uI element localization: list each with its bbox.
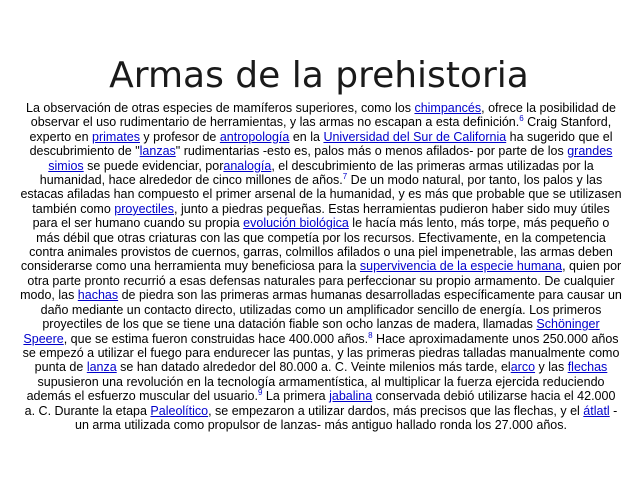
text-run: , se empezaron a utilizar dardos, más precisos que las flechas, y el [208, 403, 584, 418]
text-run: , ofrece la posibilidad de observar el uso rudimentario de herramientas, y las armas no escapan a esta definición. [30, 101, 616, 130]
text-run: Craig Stanford, experto en [29, 115, 612, 144]
text-run: y las [535, 360, 568, 375]
footnote-reference[interactable]: 6 [519, 114, 524, 124]
hyperlink[interactable]: proyectiles [114, 201, 175, 216]
hyperlink[interactable]: Schöninger Speere [23, 317, 600, 346]
hyperlink[interactable]: Universidad del Sur de California [323, 129, 507, 144]
hyperlink[interactable]: lanza [86, 360, 117, 375]
hyperlink[interactable]: analogía [223, 158, 272, 173]
text-run: La primera [262, 389, 330, 404]
text-run: Hace aproximadamente unos 250.000 años se empezó a utilizar el fuego para endurecer las puntas, y las primeras piedras talladas manualmente como punta de [22, 331, 620, 375]
text-run: se puede evidenciar, por [83, 158, 224, 173]
text-run: conservada debió utilizarse hacia el 42.000 a. C. Durante la etapa [24, 389, 616, 418]
text-run: , el descubrimiento de las primeras armas utilizadas por la humanidad, hace alrededor de cinco millones de años. [39, 158, 594, 188]
hyperlink[interactable]: supervivencia de la especie humana [359, 259, 563, 274]
hyperlink[interactable]: grandes simios [48, 144, 613, 173]
text-run: le hacía más lento, más torpe, más pequeño o más débil que otras criaturas con las que competía por los recursos. Efectivamente, en la competencia contra animales provistos de cuernos, garras, colmillos afilados o una piel impenetrable, las armas deben considerarse como una herramienta muy beneficiosa para la [20, 216, 613, 274]
text-run: " rudimentarias -esto es, palos más o menos afilados- por parte de los [175, 144, 568, 159]
hyperlink[interactable]: chimpancés [414, 101, 482, 115]
footnote-reference[interactable]: 9 [257, 387, 263, 397]
text-run: De un modo natural, por tanto, los palos y las estacas afiladas han compuesto el primer arsenal de la humanidad, y es más que probable que se utilizasen también como [20, 173, 622, 216]
text-run: supusieron una revolución en la tecnología armamentística, al multiplicar la fuerza ejercida reduciendo además el esfuerzo muscular del usuario. [26, 374, 605, 404]
text-run: , que se estima fueron construidas hace 400.000 años. [63, 331, 369, 346]
text-run: en la [289, 129, 324, 144]
hyperlink[interactable]: átlatl [583, 403, 610, 418]
text-run: La observación de otras especies de mamíferos superiores, como los [26, 101, 415, 115]
slide-body-text [20, 101, 622, 432]
hyperlink[interactable]: Paleolítico [150, 403, 209, 418]
footnote-reference[interactable]: 8 [368, 330, 373, 340]
text-run: -un arma utilizada como propulsor de lanzas- más antiguo hallado ronda los 27.000 años. [75, 403, 618, 432]
hyperlink[interactable]: antropología [219, 129, 290, 144]
text-run: y profesor de [139, 129, 220, 144]
hyperlink[interactable]: lanzas [139, 144, 176, 159]
text-run: , quien por otra parte pronto recurrió a esas defensas naturales para perfeccionar su propio armamento. De cualquier modo, las [20, 259, 622, 303]
slide-title: Armas de la prehistoria [109, 55, 529, 96]
footnote-reference[interactable]: 7 [342, 171, 348, 181]
hyperlink[interactable]: arco [510, 360, 536, 375]
hyperlink[interactable]: evolución biológica [243, 216, 349, 231]
text-run: de piedra son las primeras armas humanas desarrolladas específicamente para causar un daño mediante un contacto directo, utilizadas como un amplificador sencillo de energía. Los primeros proyectiles de los que se tiene una datación fiable son ocho lanzas de madera, llamadas [40, 288, 622, 332]
hyperlink[interactable]: hachas [77, 288, 119, 303]
hyperlink[interactable]: jabalina [329, 389, 373, 404]
text-run: , junto a piedras pequeñas. Estas herramientas pudieron haber sido muy útiles para el ser humano cuando su propia [32, 201, 610, 231]
text-run: ha sugerido que el descubrimiento de " [29, 129, 613, 159]
text-run: se han datado alrededor del 80.000 a. C. Veinte milenios más tarde, el [116, 360, 511, 375]
hyperlink[interactable]: primates [92, 129, 140, 144]
hyperlink[interactable]: flechas [567, 360, 608, 375]
